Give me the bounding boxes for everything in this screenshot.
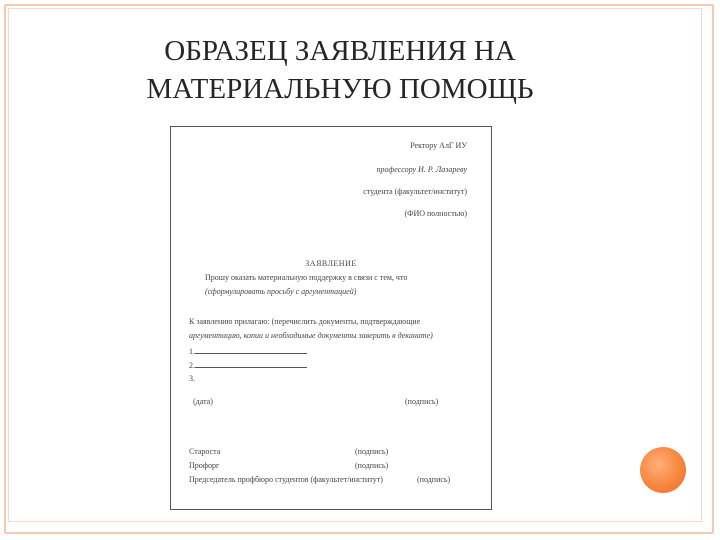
document-heading: ЗАЯВЛЕНИЕ [305, 259, 357, 268]
request-hint: (сформулировать просьбу с аргументацией) [205, 287, 357, 296]
application-document [170, 126, 492, 510]
addressee-professor: профессору И. Р. Лазареву [376, 165, 467, 174]
attachment-hint: аргументацию, копии и необходимые документы заверить в деканате) [189, 331, 433, 340]
attachment-item-1: 1. [189, 346, 307, 357]
slide-title [40, 32, 640, 108]
attachment-text: К заявлению прилагаю: (перечислить документы, подтверждающие [189, 317, 421, 326]
addressee-fullname: (ФИО полностью) [404, 209, 467, 218]
slide-title-line-1: ОБРАЗЕЦ ЗАЯВЛЕНИЯ НА [164, 35, 516, 67]
slide-title-line-2: МАТЕРИАЛЬНУЮ ПОМОЩЬ [146, 73, 534, 105]
chairman-signature: (подпись) [417, 475, 451, 484]
proforg-label: Профорг [189, 461, 220, 470]
attachment-item-2: 2. [189, 360, 307, 371]
request-text: Прошу оказать материальную поддержку в связи с тем, что [205, 273, 408, 282]
proforg-signature: (подпись) [355, 461, 389, 470]
decorative-orange-circle [640, 447, 686, 493]
date-label: (дата) [193, 397, 213, 406]
attachment-line-2 [195, 360, 307, 368]
addressee-rector: Ректору АлГ ИУ [410, 141, 467, 150]
attachment-line-1 [195, 346, 307, 354]
starosta-signature: (подпись) [355, 447, 389, 456]
attachment-item-3: 3. [189, 374, 195, 383]
chairman-label: Председатель профбюро студентов (факультет/институт) [189, 475, 383, 484]
signature-label: (подпись) [405, 397, 439, 406]
starosta-label: Староста [189, 447, 221, 456]
addressee-student: студента (факультет/институт) [363, 187, 467, 196]
